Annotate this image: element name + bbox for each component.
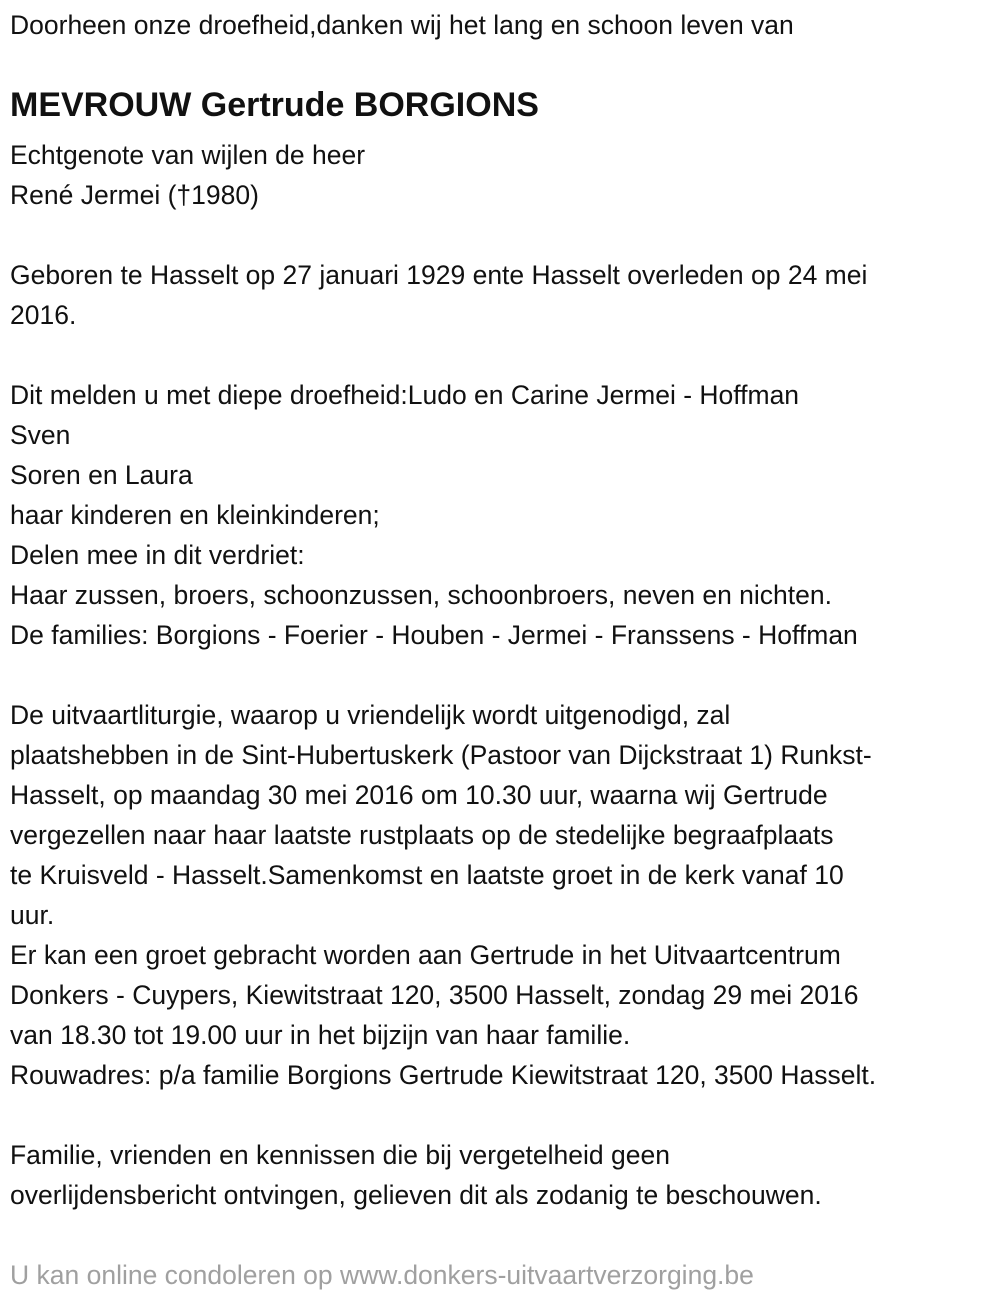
family-line: haar kinderen en kleinkinderen; — [10, 500, 380, 530]
funeral-line: plaatshebben in de Sint-Hubertuskerk (Pastoor van Dijckstraat 1) Runkst- — [10, 740, 872, 770]
family-line: Soren en Laura — [10, 460, 193, 490]
family-line: Haar zussen, broers, schoonzussen, schoonbroers, neven en nichten. — [10, 580, 832, 610]
intro-text: Doorheen onze droefheid,danken wij het lang en schoon leven van — [10, 10, 794, 40]
funeral-line: Donkers - Cuypers, Kiewitstraat 120, 3500 Hasselt, zondag 29 mei 2016 — [10, 980, 859, 1010]
funeral-line: uur. — [10, 900, 55, 930]
funeral-line: vergezellen naar haar laatste rustplaats op de stedelijke begraafplaats — [10, 820, 834, 850]
funeral-line: te Kruisveld - Hasselt.Samenkomst en laatste groet in de kerk vanaf 10 — [10, 860, 844, 890]
family-line: Delen mee in dit verdriet: — [10, 540, 305, 570]
funeral-line: Hasselt, op maandag 30 mei 2016 om 10.30 uur, waarna wij Gertrude — [10, 780, 828, 810]
deceased-name: MEVROUW Gertrude BORGIONS — [10, 86, 539, 124]
spouse-line: Echtgenote van wijlen de heer — [10, 140, 366, 170]
condolence-footer: U kan online condoleren op www.donkers-uitvaartverzorging.be — [10, 1260, 754, 1290]
funeral-line: van 18.30 tot 19.00 uur in het bijzijn van haar familie. — [10, 1020, 631, 1050]
funeral-line: Er kan een groet gebracht worden aan Gertrude in het Uitvaartcentrum — [10, 940, 841, 970]
family-line: De families: Borgions - Foerier - Houben - Jermei - Franssens - Hoffman — [10, 620, 858, 650]
mourning-address: Rouwadres: p/a familie Borgions Gertrude Kiewitstraat 120, 3500 Hasselt. — [10, 1060, 877, 1090]
birth-death-line: Geboren te Hasselt op 27 januari 1929 ente Hasselt overleden op 24 mei — [10, 260, 868, 290]
closing-line: overlijdensbericht ontvingen, gelieven dit als zodanig te beschouwen. — [10, 1180, 822, 1210]
family-line: Dit melden u met diepe droefheid:Ludo en Carine Jermei - Hoffman — [10, 380, 800, 410]
funeral-line: De uitvaartliturgie, waarop u vriendelijk wordt uitgenodigd, zal — [10, 700, 731, 730]
birth-death-line: 2016. — [10, 300, 77, 330]
family-line: Sven — [10, 420, 71, 450]
spouse-line: René Jermei (†1980) — [10, 180, 259, 210]
closing-line: Familie, vrienden en kennissen die bij vergetelheid geen — [10, 1140, 670, 1170]
